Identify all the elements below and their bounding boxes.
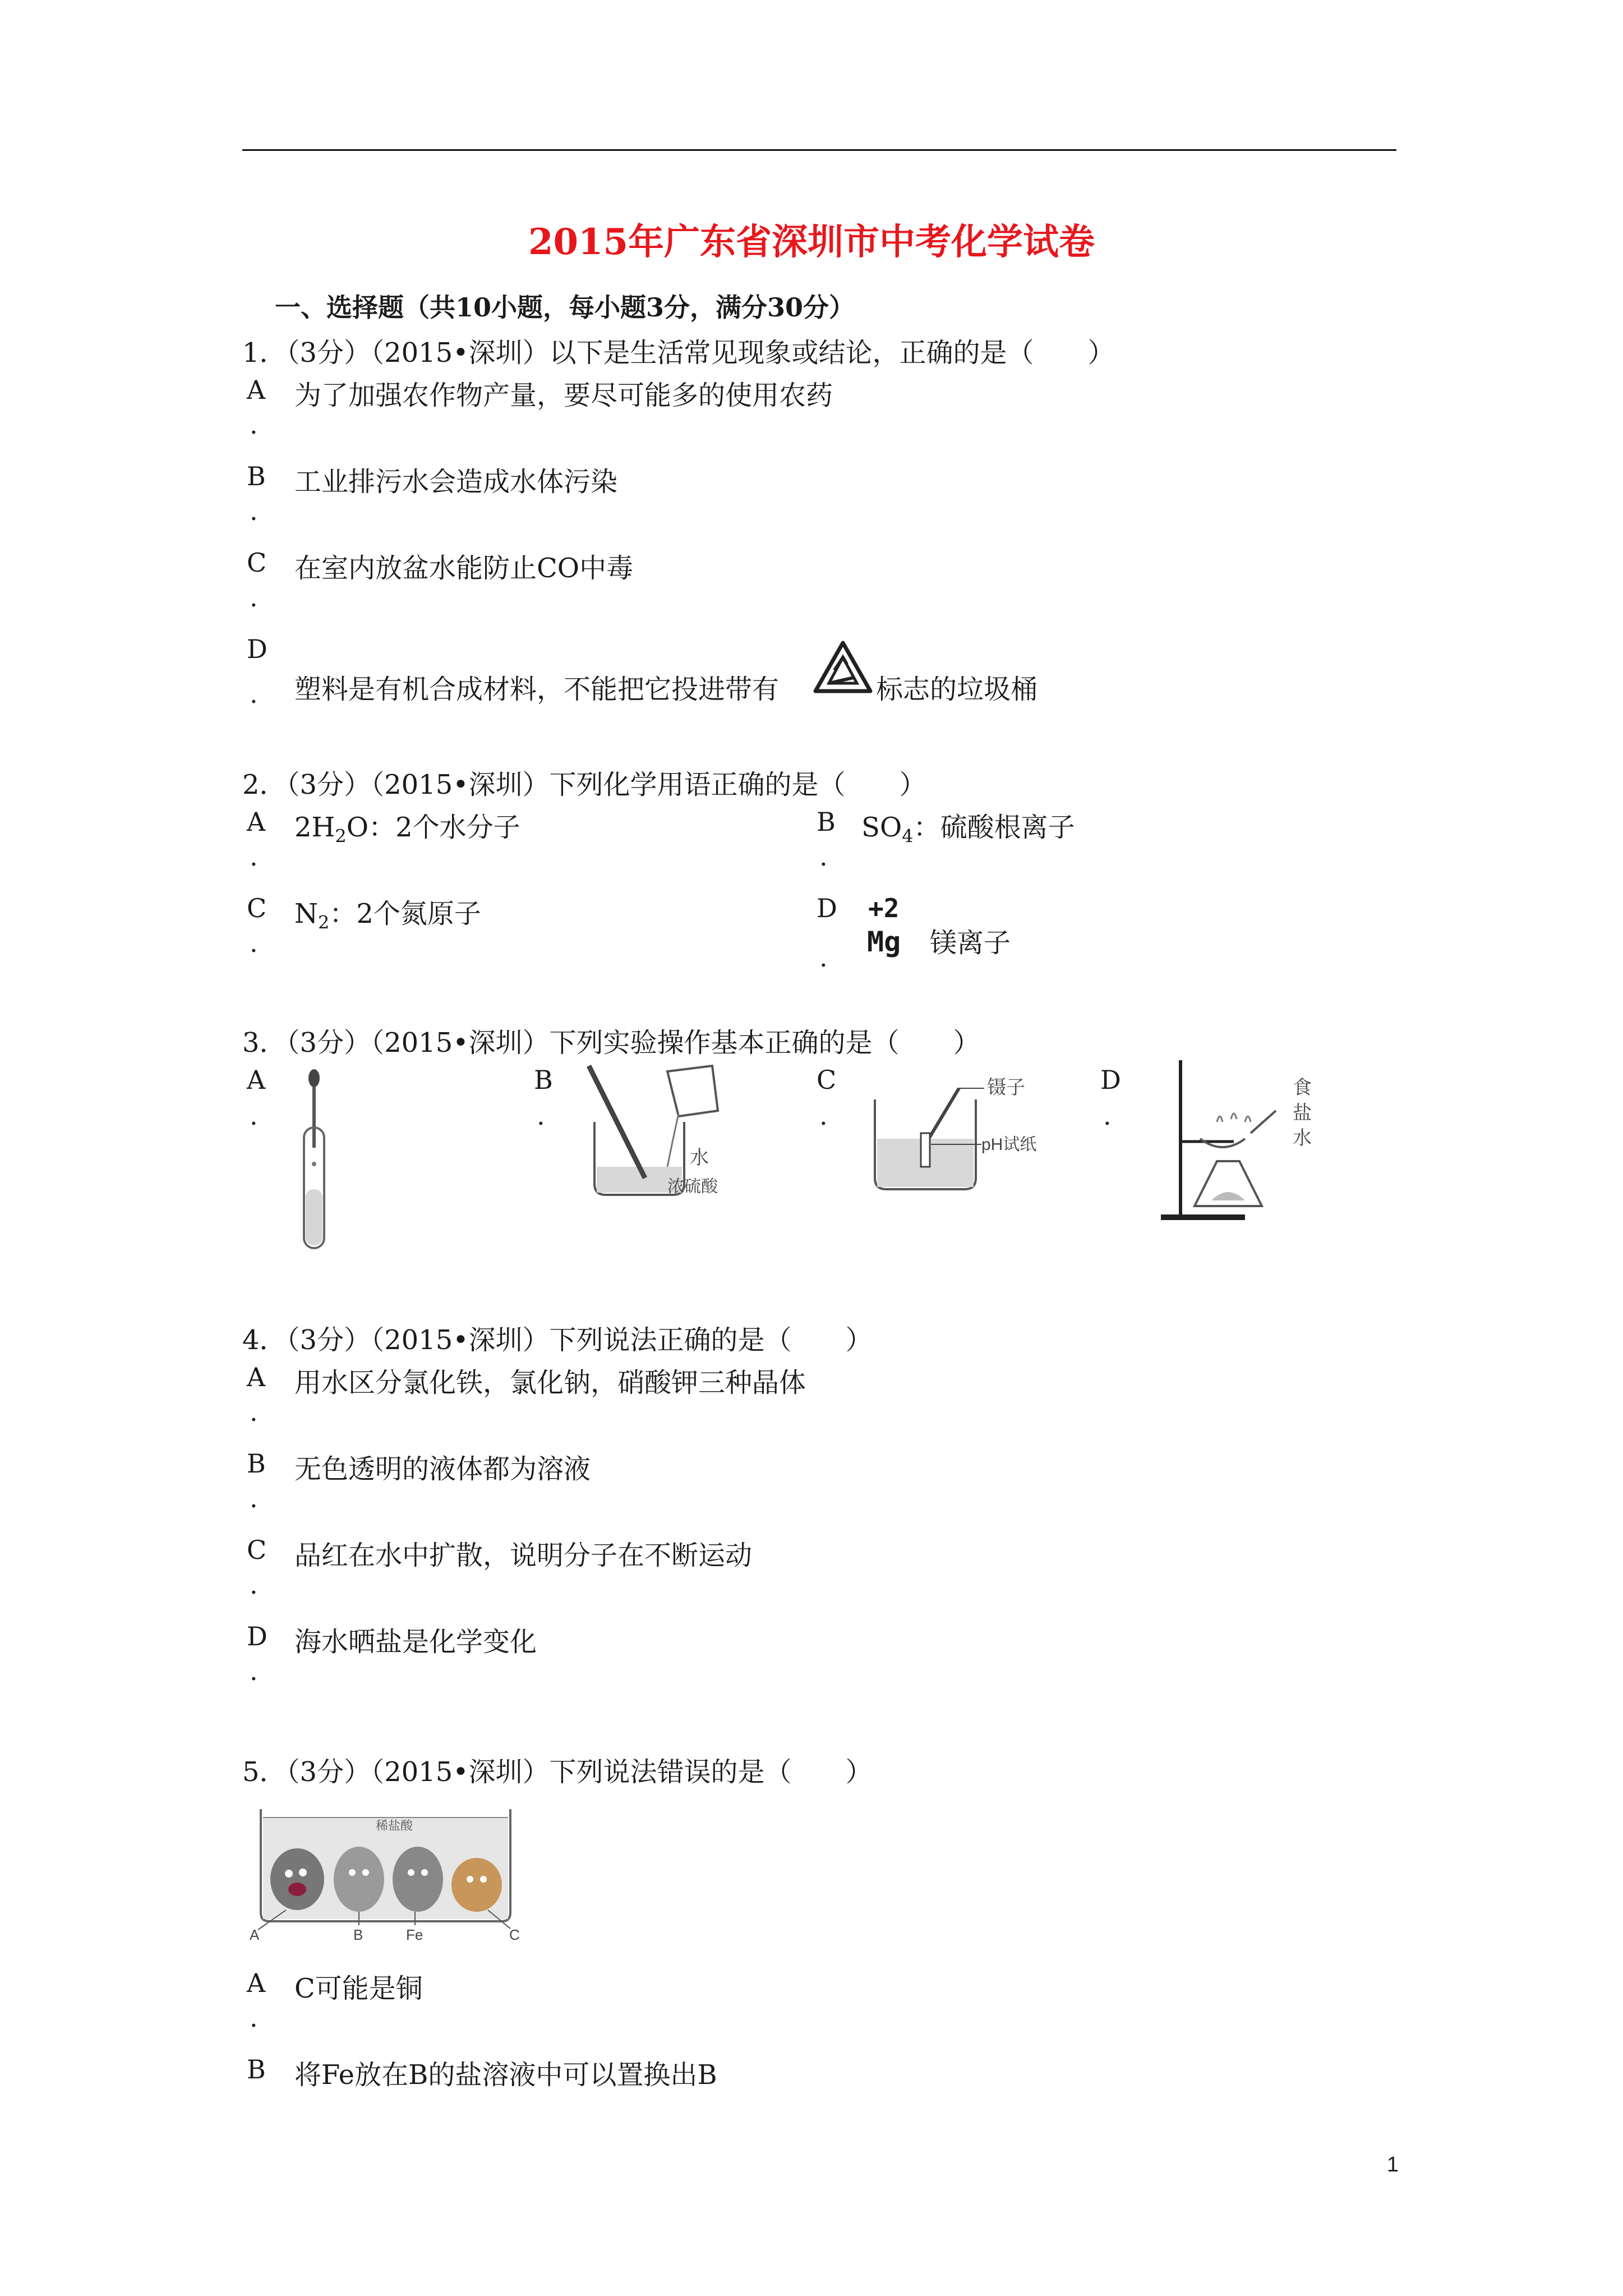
q2-option-a <box>294 806 520 847</box>
q3-b-water-label: 水 <box>690 1147 709 1168</box>
q1-option-d-letter: D <box>247 634 268 664</box>
q2-c-text: ：2个氮原子 <box>329 898 481 930</box>
q2-option-b-dot: . <box>819 841 828 872</box>
q2-a-formula-tail: O <box>346 812 369 843</box>
q3-option-c-letter: C <box>817 1065 837 1095</box>
q5-option-a-text: C可能是铜 <box>294 1973 423 2004</box>
q1-option-a-text: 为了加强农作物产量，要尽可能多的使用农药 <box>294 380 833 411</box>
q5-stem: 5．（3分）（2015•深圳）下列说法错误的是（ ） <box>242 1756 873 1788</box>
q3-figure-c-ph-paper <box>869 1066 1049 1200</box>
q3-option-a-dot: . <box>250 1101 258 1131</box>
header-rule <box>242 149 1396 151</box>
q3-c-ph-label: pH试纸 <box>981 1135 1037 1154</box>
q2-b-sub: 4 <box>902 825 914 847</box>
q2-option-c-letter: C <box>247 893 267 923</box>
q2-b-text: ：硫酸根离子 <box>913 812 1075 843</box>
q4-option-a-letter: A <box>247 1362 266 1392</box>
q5-fig-label-a: A <box>250 1926 260 1941</box>
q1-option-b-dot: . <box>250 496 258 526</box>
q4-option-b-letter: B <box>247 1448 266 1479</box>
q1-option-a-letter: A <box>247 375 266 405</box>
q2-option-b-letter: B <box>817 807 836 837</box>
q3-option-d-letter: D <box>1100 1065 1121 1095</box>
q4-option-c-letter: C <box>247 1535 267 1565</box>
q3-figure-d-evaporation <box>1155 1055 1324 1223</box>
q2-a-sub: 2 <box>335 825 347 847</box>
q1-option-b-text: 工业排污水会造成水体污染 <box>294 466 618 498</box>
q1-option-b-letter: B <box>247 461 266 491</box>
q1-option-d-text-after: 标志的垃圾桶 <box>876 674 1038 705</box>
q3-option-d-dot: . <box>1103 1101 1112 1131</box>
q4-option-d-letter: D <box>247 1621 268 1651</box>
q5-option-a-dot: . <box>250 2003 258 2033</box>
q2-c-sub: 2 <box>318 912 330 933</box>
q3-d-label-1: 食 <box>1293 1077 1312 1098</box>
q2-option-a-dot: . <box>250 841 258 872</box>
q1-option-d-dot: . <box>250 679 258 709</box>
q5-figure-metals-in-acid <box>247 1795 527 1941</box>
q3-option-b-dot: . <box>537 1101 545 1131</box>
q1-option-c-dot: . <box>250 582 258 613</box>
q5-fig-top-label: 稀盐酸 <box>376 1819 413 1833</box>
q4-option-c-dot: . <box>250 1570 258 1600</box>
q2-a-formula: 2H <box>294 812 335 843</box>
q2-option-b <box>861 806 1075 847</box>
q2-d-charge: +2 <box>868 893 900 923</box>
recycle-icon <box>812 639 874 696</box>
q3-option-b-letter: B <box>534 1065 553 1095</box>
q1-option-a-dot: . <box>250 409 258 440</box>
q3-figure-a-dropper-tube <box>292 1066 336 1257</box>
q2-c-formula: N <box>294 898 318 930</box>
q4-option-d-dot: . <box>250 1656 258 1686</box>
q2-option-d-dot: . <box>819 942 828 973</box>
q1-option-d-text-before: 塑料是有机合成材料，不能把它投进带有 <box>294 674 780 705</box>
q2-option-d-letter: D <box>817 893 837 923</box>
q3-c-tweezers-label: 镊子 <box>987 1077 1025 1098</box>
q2-a-text: ：2个水分子 <box>368 812 520 843</box>
q1-option-c-letter: C <box>247 547 267 578</box>
q2-b-formula: SO <box>861 812 902 843</box>
q4-option-b-dot: . <box>250 1483 258 1513</box>
q3-d-label-2: 盐 <box>1293 1102 1312 1124</box>
q4-option-a-dot: . <box>250 1397 258 1427</box>
q5-option-b-letter: B <box>247 2054 266 2085</box>
q3-option-c-dot: . <box>819 1101 828 1131</box>
q2-d-symbol: Mg <box>867 926 901 958</box>
q4-stem: 4．（3分）（2015•深圳）下列说法正确的是（ ） <box>242 1324 873 1356</box>
section-heading: 一、选择题（共10小题，每小题3分，满分30分） <box>275 292 855 323</box>
q2-stem: 2．（3分）（2015•深圳）下列化学用语正确的是（ ） <box>242 769 926 800</box>
q5-fig-label-c: C <box>509 1926 520 1941</box>
q3-figure-b-beaker-pouring <box>583 1060 751 1206</box>
q2-option-c-dot: . <box>250 928 258 958</box>
exam-title: 2015年广东省深圳市中考化学试卷 <box>528 221 1095 263</box>
q4-option-c-text: 品红在水中扩散，说明分子在不断运动 <box>294 1540 753 1571</box>
q3-option-a-letter: A <box>247 1065 266 1095</box>
q5-option-b-text: 将Fe放在B的盐溶液中可以置换出B <box>294 2059 717 2091</box>
q3-stem: 3．（3分）（2015•深圳）下列实验操作基本正确的是（ ） <box>242 1027 980 1059</box>
q4-option-a-text: 用水区分氯化铁，氯化钠，硝酸钾三种晶体 <box>294 1367 806 1398</box>
q1-stem: 1．（3分）（2015•深圳）以下是生活常见现象或结论，正确的是（ ） <box>242 337 1115 369</box>
q5-fig-label-b: B <box>353 1926 363 1941</box>
q4-option-b-text: 无色透明的液体都为溶液 <box>294 1453 591 1485</box>
q3-b-acid-label: 浓硫酸 <box>667 1177 718 1196</box>
q5-fig-label-fe: Fe <box>406 1926 423 1941</box>
page-number: 1 <box>1386 2153 1399 2177</box>
q5-option-a-letter: A <box>247 1968 266 1998</box>
q2-option-c <box>294 892 481 933</box>
q4-option-d-text: 海水晒盐是化学变化 <box>294 1626 537 1658</box>
q2-option-a-letter: A <box>247 807 266 837</box>
q3-d-label-3: 水 <box>1293 1128 1312 1149</box>
q2-d-text: 镁离子 <box>930 927 1011 959</box>
q1-option-c-text: 在室内放盆水能防止CO中毒 <box>294 553 634 584</box>
